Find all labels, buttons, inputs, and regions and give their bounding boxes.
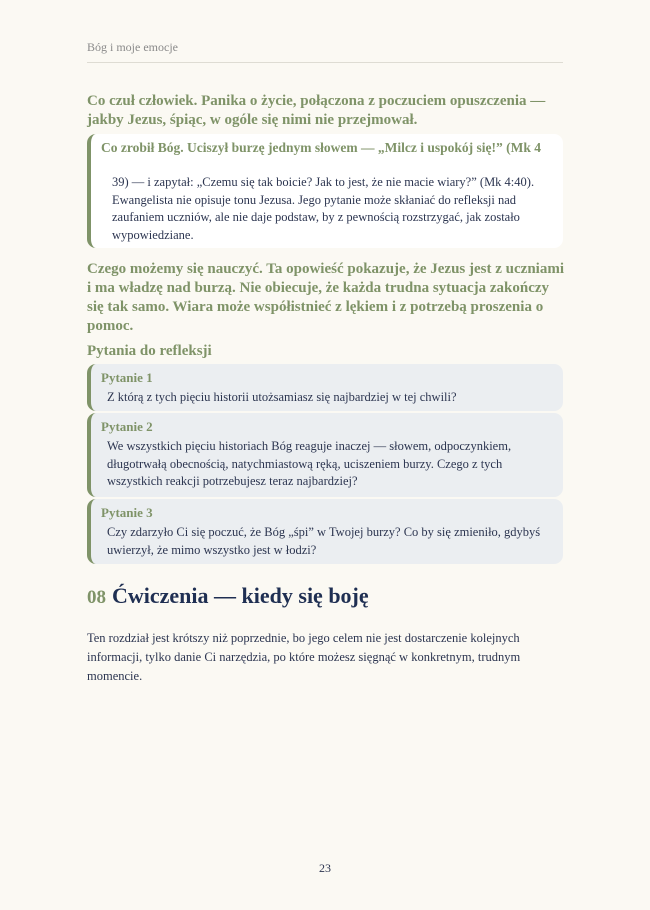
header-divider: [87, 62, 563, 63]
question-text: We wszystkich pięciu historiach Bóg reaguje inaczej — słowem, odpoczynkiem, długotrwałą obecnością, natychmiastową ręką, uciszeniem burzy. Czego z tych wszystkich reakcji potrzebujesz teraz najbardziej?: [107, 439, 512, 488]
chapter-number: 08: [87, 587, 106, 608]
question-card-1: [87, 364, 563, 411]
question-card-2: [87, 413, 563, 497]
question-title: Pytanie 3: [101, 505, 153, 520]
callout-god-action: [87, 134, 563, 248]
callout-title: Co zrobił Bóg. Uciszył burzę jednym słowem — „Milcz i uspokój się!” (Mk 4: [101, 140, 541, 155]
chapter-heading: [87, 583, 369, 609]
reflection-heading: Pytania do refleksji: [87, 343, 212, 359]
question-text: Z którą z tych pięciu historii utożsamiasz się najbardziej w tej chwili?: [107, 390, 457, 404]
chapter-title: Ćwiczenia — kiedy się boję: [112, 583, 369, 608]
paragraph-human-feeling: Co czuł człowiek. Panika o życie, połączona z poczuciem opuszczenia — jakby Jezus, śpiąc, w ogóle się nimi nie przejmował.: [87, 93, 546, 128]
question-title: Pytanie 2: [101, 419, 153, 434]
question-card-3: [87, 499, 563, 564]
paragraph-lesson: Czego możemy się nauczyć. Ta opowieść pokazuje, że Jezus jest z uczniami i ma władzę nad burzą. Nie obiecuje, że każda trudna sytuacja zakończy się tak samo. Wiara może współistnieć z lękiem i z potrzebą proszenia o pomoc.: [87, 261, 564, 334]
callout-body: 39) — i zapytał: „Czemu się tak boicie? Jak to jest, że nie macie wiary?” (Mk 4:40). Ewangelista nie opisuje tonu Jezusa. Jego pytanie może skłaniać do refleksji nad zaufaniem uczniów, ale nie daje podstaw, by z pewnością rozstrzygać, jak zostało wypowiedziane.: [112, 175, 535, 242]
question-title: Pytanie 1: [101, 370, 153, 385]
chapter-intro: Ten rozdział jest krótszy niż poprzednie, bo jego celem nie jest dostarczenie kolejnych informacji, tylko danie Ci narzędzia, po które możesz sięgnąć w konkretnym, trudnym momencie.: [87, 631, 521, 683]
page-number: 23: [319, 861, 331, 875]
running-header: Bóg i moje emocje: [87, 40, 178, 54]
question-text: Czy zdarzyło Ci się poczuć, że Bóg „śpi” w Twojej burzy? Co by się zmieniło, gdybyś uwierzył, że mimo wszystko jest w łodzi?: [107, 525, 541, 557]
